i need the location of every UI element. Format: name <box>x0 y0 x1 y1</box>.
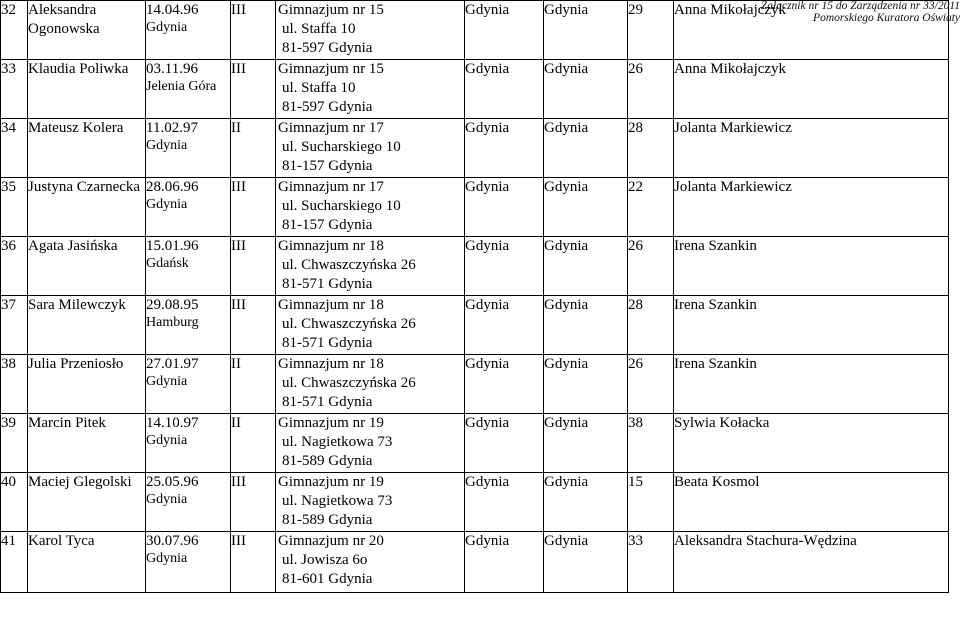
school-name: Gimnazjum nr 19 <box>278 474 384 490</box>
school-name: Gimnazjum nr 15 <box>278 61 384 77</box>
county-city: Gdynia <box>544 119 628 178</box>
class-level: III <box>231 60 276 119</box>
school-info <box>276 355 465 414</box>
teacher-name: Jolanta Markiewicz <box>674 178 949 237</box>
school-info <box>276 296 465 355</box>
class-level: III <box>231 1 276 60</box>
row-number: 38 <box>1 355 28 414</box>
school-city: Gdynia <box>465 532 544 593</box>
row-number: 41 <box>1 532 28 593</box>
class-level: II <box>231 355 276 414</box>
teacher-name: Irena Szankin <box>674 296 949 355</box>
school-street: ul. Nagietkowa 73 <box>282 434 393 450</box>
school-postal: 81-589 Gdynia <box>282 512 373 528</box>
school-street: ul. Chwaszczyńska 26 <box>282 257 416 273</box>
row-number: 32 <box>1 1 28 60</box>
school-city: Gdynia <box>465 355 544 414</box>
school-name: Gimnazjum nr 18 <box>278 297 384 313</box>
school-street: ul. Jowisza 6o <box>282 552 368 568</box>
school-street: ul. Nagietkowa 73 <box>282 493 393 509</box>
class-level: III <box>231 296 276 355</box>
school-street: ul. Staffa 10 <box>282 21 356 37</box>
birth-info <box>146 1 231 60</box>
class-level: III <box>231 473 276 532</box>
school-info <box>276 473 465 532</box>
school-street: ul. Chwaszczyńska 26 <box>282 375 416 391</box>
county-city: Gdynia <box>544 532 628 593</box>
school-postal: 81-601 Gdynia <box>282 571 373 587</box>
row-number: 39 <box>1 414 28 473</box>
school-name: Gimnazjum nr 18 <box>278 356 384 372</box>
school-postal: 81-571 Gdynia <box>282 276 373 292</box>
birth-date: 14.04.96 <box>146 2 199 18</box>
birth-info <box>146 237 231 296</box>
school-info <box>276 119 465 178</box>
birth-date: 27.01.97 <box>146 356 199 372</box>
points: 26 <box>628 237 674 296</box>
student-name: Aleksandra Ogonowska <box>28 1 146 60</box>
student-name: Agata Jasińska <box>28 237 146 296</box>
school-info <box>276 237 465 296</box>
school-street: ul. Staffa 10 <box>282 80 356 96</box>
teacher-name: Anna Mikołajczyk <box>674 1 949 60</box>
birth-info <box>146 178 231 237</box>
school-name: Gimnazjum nr 18 <box>278 238 384 254</box>
school-street: ul. Sucharskiego 10 <box>282 198 401 214</box>
school-city: Gdynia <box>465 1 544 60</box>
student-name: Justyna Czarnecka <box>28 178 146 237</box>
school-postal: 81-571 Gdynia <box>282 335 373 351</box>
county-city: Gdynia <box>544 178 628 237</box>
table-row <box>1 178 949 237</box>
school-city: Gdynia <box>465 473 544 532</box>
birth-place: Gdynia <box>146 374 188 389</box>
birth-info <box>146 414 231 473</box>
row-number: 36 <box>1 237 28 296</box>
school-name: Gimnazjum nr 19 <box>278 415 384 431</box>
birth-date: 14.10.97 <box>146 415 199 431</box>
birth-place: Gdynia <box>146 492 188 507</box>
birth-info <box>146 119 231 178</box>
birth-date: 28.06.96 <box>146 179 199 195</box>
school-postal: 81-571 Gdynia <box>282 394 373 410</box>
birth-info <box>146 473 231 532</box>
birth-place: Gdynia <box>146 551 188 566</box>
table-row <box>1 355 949 414</box>
class-level: III <box>231 532 276 593</box>
student-name: Maciej Glegolski <box>28 473 146 532</box>
points: 38 <box>628 414 674 473</box>
class-level: III <box>231 237 276 296</box>
school-name: Gimnazjum nr 15 <box>278 2 384 18</box>
birth-place: Gdynia <box>146 433 188 448</box>
county-city: Gdynia <box>544 414 628 473</box>
birth-date: 25.05.96 <box>146 474 199 490</box>
class-level: II <box>231 414 276 473</box>
birth-place: Gdynia <box>146 20 188 35</box>
table-row <box>1 414 949 473</box>
points: 28 <box>628 119 674 178</box>
points: 26 <box>628 355 674 414</box>
school-info <box>276 532 465 593</box>
row-number: 37 <box>1 296 28 355</box>
school-city: Gdynia <box>465 178 544 237</box>
table-row <box>1 60 949 119</box>
student-name: Marcin Pitek <box>28 414 146 473</box>
points: 26 <box>628 60 674 119</box>
header-note-line-2: Pomorskiego Kuratora Oświaty <box>813 12 960 24</box>
class-level: II <box>231 119 276 178</box>
birth-info <box>146 532 231 593</box>
header-note-line-1: Załącznik nr 15 do Zarządzenia nr 33/2011 <box>760 0 960 12</box>
school-city: Gdynia <box>465 237 544 296</box>
school-info <box>276 60 465 119</box>
birth-date: 15.01.96 <box>146 238 199 254</box>
county-city: Gdynia <box>544 296 628 355</box>
table-row <box>1 532 949 593</box>
teacher-name: Jolanta Markiewicz <box>674 119 949 178</box>
points: 22 <box>628 178 674 237</box>
school-info <box>276 178 465 237</box>
school-info <box>276 1 465 60</box>
birth-date: 29.08.95 <box>146 297 199 313</box>
birth-date: 03.11.96 <box>146 61 198 77</box>
school-city: Gdynia <box>465 296 544 355</box>
table-row <box>1 296 949 355</box>
teacher-name: Anna Mikołajczyk <box>674 60 949 119</box>
table-row <box>1 1 949 60</box>
students-table-body <box>1 1 949 593</box>
teacher-name: Sylwia Kołacka <box>674 414 949 473</box>
student-name: Karol Tyca <box>28 532 146 593</box>
school-city: Gdynia <box>465 119 544 178</box>
county-city: Gdynia <box>544 237 628 296</box>
points: 15 <box>628 473 674 532</box>
student-name: Mateusz Kolera <box>28 119 146 178</box>
school-postal: 81-157 Gdynia <box>282 158 373 174</box>
school-street: ul. Sucharskiego 10 <box>282 139 401 155</box>
teacher-name: Irena Szankin <box>674 237 949 296</box>
table-row <box>1 237 949 296</box>
teacher-name: Aleksandra Stachura-Wędzina <box>674 532 949 593</box>
row-number: 35 <box>1 178 28 237</box>
row-number: 33 <box>1 60 28 119</box>
school-postal: 81-589 Gdynia <box>282 453 373 469</box>
birth-place: Gdynia <box>146 138 188 153</box>
school-name: Gimnazjum nr 17 <box>278 179 384 195</box>
class-level: III <box>231 178 276 237</box>
school-street: ul. Chwaszczyńska 26 <box>282 316 416 332</box>
birth-info <box>146 296 231 355</box>
teacher-name: Irena Szankin <box>674 355 949 414</box>
county-city: Gdynia <box>544 355 628 414</box>
teacher-name: Beata Kosmol <box>674 473 949 532</box>
birth-info <box>146 355 231 414</box>
student-name: Julia Przeniosło <box>28 355 146 414</box>
table-row <box>1 119 949 178</box>
points: 33 <box>628 532 674 593</box>
birth-place: Hamburg <box>146 315 199 330</box>
school-postal: 81-597 Gdynia <box>282 40 373 56</box>
table-row <box>1 473 949 532</box>
points: 29 <box>628 1 674 60</box>
birth-place: Gdańsk <box>146 256 189 271</box>
school-city: Gdynia <box>465 414 544 473</box>
school-city: Gdynia <box>465 60 544 119</box>
school-postal: 81-157 Gdynia <box>282 217 373 233</box>
birth-date: 11.02.97 <box>146 120 198 136</box>
school-name: Gimnazjum nr 17 <box>278 120 384 136</box>
birth-date: 30.07.96 <box>146 533 199 549</box>
birth-place: Gdynia <box>146 197 188 212</box>
points: 28 <box>628 296 674 355</box>
school-postal: 81-597 Gdynia <box>282 99 373 115</box>
school-name: Gimnazjum nr 20 <box>278 533 384 549</box>
student-name: Klaudia Poliwka <box>28 60 146 119</box>
county-city: Gdynia <box>544 1 628 60</box>
student-name: Sara Milewczyk <box>28 296 146 355</box>
row-number: 40 <box>1 473 28 532</box>
birth-info <box>146 60 231 119</box>
county-city: Gdynia <box>544 60 628 119</box>
row-number: 34 <box>1 119 28 178</box>
birth-place: Jelenia Góra <box>146 79 217 94</box>
county-city: Gdynia <box>544 473 628 532</box>
school-info <box>276 414 465 473</box>
